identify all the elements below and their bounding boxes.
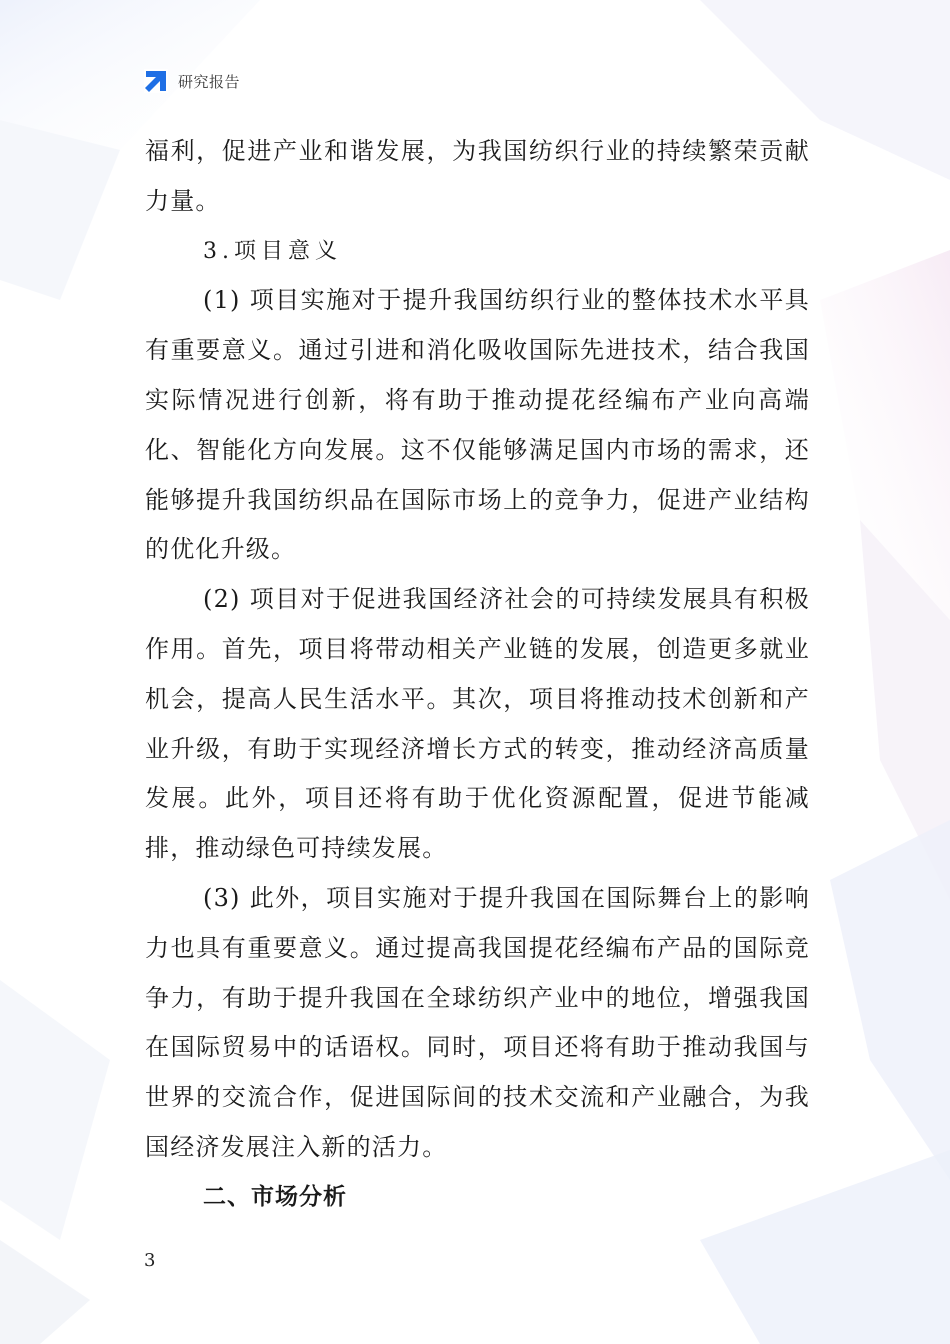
paragraph-3: (3) 此外，项目实施对于提升我国在国际舞台上的影响力也具有重要意义。通过提高我国提花经编布产品的国际竞争力，有助于提升我国在全球纺织产业中的地位，增强我国在国际贸易中的话语权。同时，项目还将有助于推动我国与世界的交流合作，促进国际间的技术交流和产业融合，为我国经济发展注入新的活力。 bbox=[145, 883, 810, 1161]
page-number: 3 bbox=[144, 1250, 156, 1271]
subsection-heading: 3.项目意义 bbox=[203, 238, 342, 264]
header-title: 研究报告 bbox=[178, 72, 241, 91]
section-heading: 二、市场分析 bbox=[203, 1183, 347, 1210]
document-body bbox=[145, 127, 810, 1223]
paragraph-2: (2) 项目对于促进我国经济社会的可持续发展具有积极作用。首先，项目将带动相关产业链的发展，创造更多就业机会，提高人民生活水平。其次，项目将推动技术创新和产业升级，有助于实现经济增长方式的转变，推动经济高质量发展。此外，项目还将有助于优化资源配置，促进节能减排，推动绿色可持续发展。 bbox=[145, 585, 810, 863]
report-header bbox=[143, 68, 240, 94]
paragraph-1: (1) 项目实施对于提升我国纺织行业的整体技术水平具有重要意义。通过引进和消化吸收国际先进技术，结合我国实际情况进行创新，将有助于推动提花经编布产业向高端化、智能化方向发展。这不仅能够满足国内市场的需求，还能够提升我国纺织品在国际市场上的竞争力，促进产业结构的优化升级。 bbox=[145, 286, 810, 564]
arrow-up-right-icon bbox=[143, 68, 169, 94]
continuation-paragraph: 福利，促进产业和谐发展，为我国纺织行业的持续繁荣贡献力量。 bbox=[145, 137, 810, 215]
